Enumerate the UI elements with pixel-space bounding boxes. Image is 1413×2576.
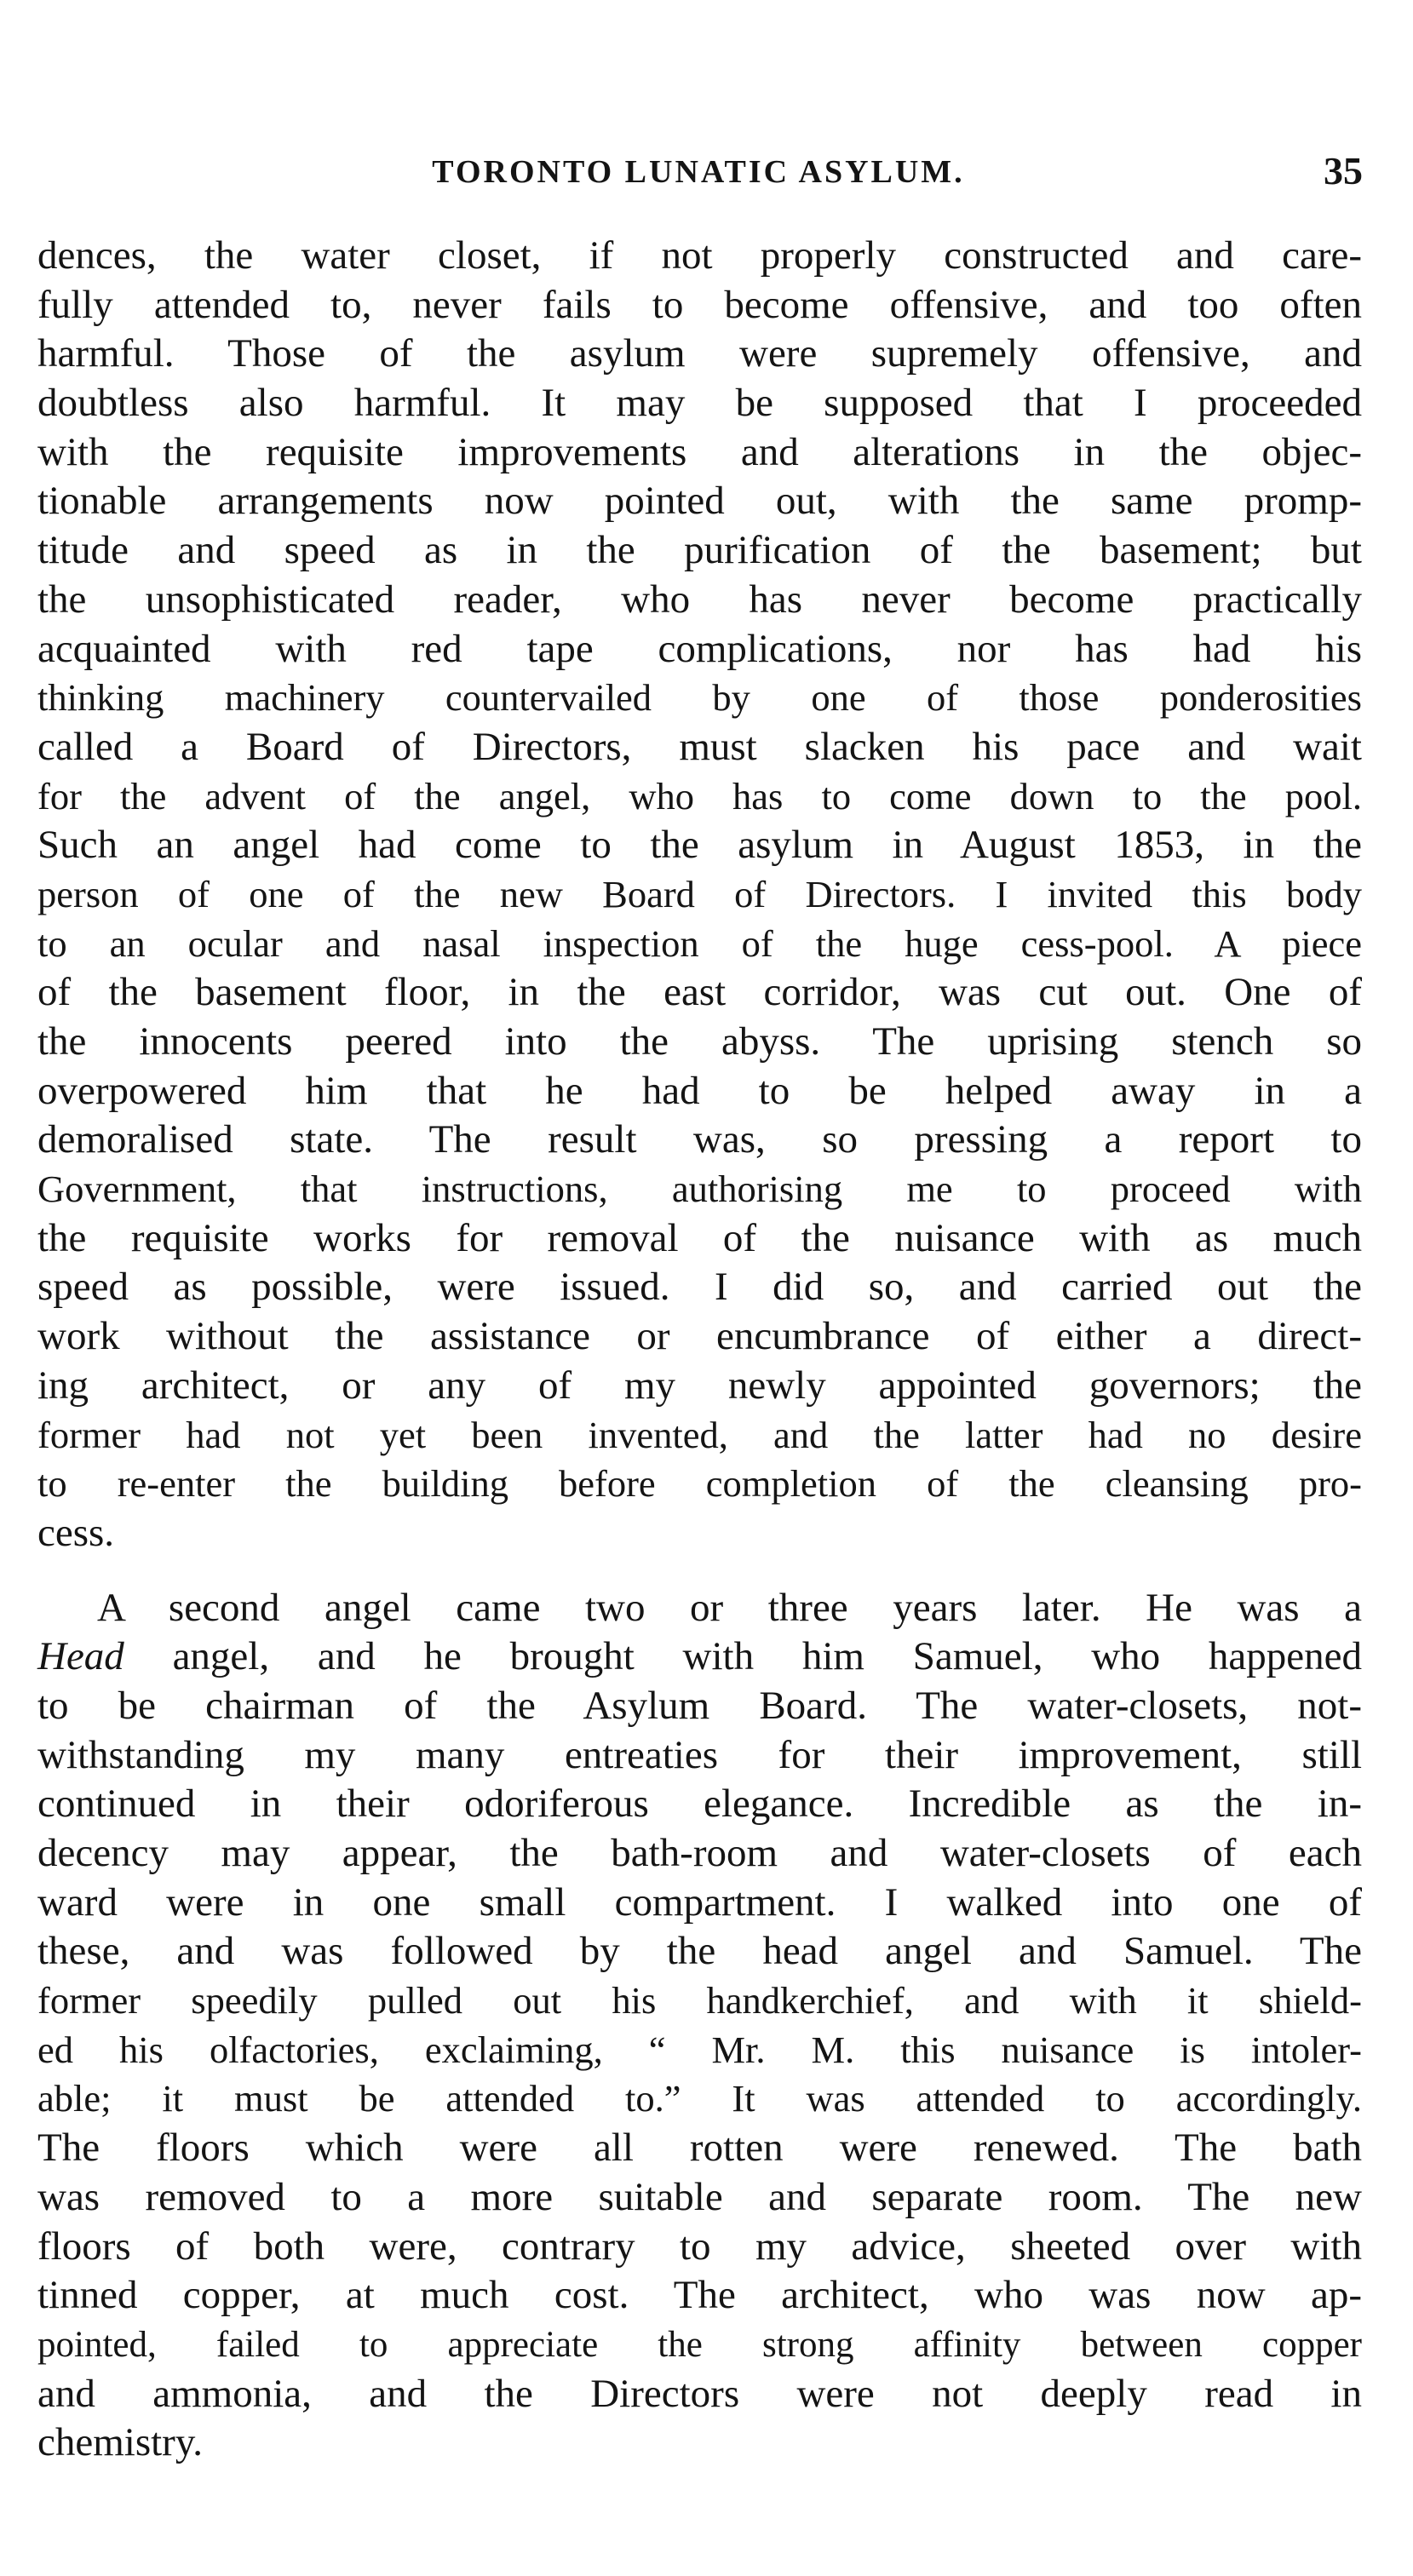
text-line: Government, that instructions, authorising me to proceed with: [37, 1168, 1362, 1211]
text-line: former speedily pulled out his handkerchief, and with it shield-: [37, 1979, 1362, 2022]
text-line: person of one of the new Board of Directors. I invited this body: [37, 872, 1362, 915]
text-line: former had not yet been invented, and the latter had no desire: [37, 1413, 1362, 1456]
running-title: TORONTO LUNATIC ASYLUM.: [432, 154, 965, 190]
text-line: overpowered him that he had to be helped away in a: [37, 1068, 1362, 1113]
text-line: tionable arrangements now pointed out, with the same promp-: [37, 479, 1362, 524]
body-text: [37, 232, 1362, 2468]
text-line: demoralised state. The result was, so pressing a report to: [37, 1117, 1362, 1162]
text-line: doubtless also harmful. It may be supposed that I proceeded: [37, 381, 1362, 426]
text-line: to be chairman of the Asylum Board. The water-closets, not-: [37, 1683, 1362, 1728]
running-head: [34, 149, 1363, 204]
text-line: floors of both were, contrary to my advice, sheeted over with: [37, 2223, 1362, 2269]
line-rest: angel, and he brought with him Samuel, who happened: [123, 1634, 1362, 1679]
text-line: the requisite works for removal of the nuisance with as much: [37, 1215, 1362, 1260]
text-line: with the requisite improvements and alterations in the objec-: [37, 429, 1362, 474]
italic-word: Head: [37, 1634, 124, 1679]
text-line: acquainted with red tape complications, nor has had his: [37, 626, 1362, 671]
text-line-italic-start: [37, 1632, 1362, 1682]
text-line: speed as possible, were issued. I did so, and carried out the: [37, 1265, 1362, 1310]
text-line: to re-enter the building before completion of the cleansing pro-: [37, 1462, 1362, 1506]
text-line: fully attended to, never fails to become offensive, and too often: [37, 282, 1362, 327]
text-line: and ammonia, and the Directors were not deeply read in: [37, 2371, 1362, 2416]
text-line: dences, the water closet, if not properly constructed and care-: [37, 233, 1362, 278]
text-line: ed his olfactories, exclaiming, “ Mr. M. this nuisance is intoler-: [37, 2028, 1362, 2071]
text-line: of the basement floor, in the east corridor, was cut out. One of: [37, 970, 1362, 1015]
text-line: able; it must be attended to.” It was attended to accordingly.: [37, 2077, 1362, 2120]
text-line: continued in their odoriferous elegance. Incredible as the in-: [37, 1781, 1362, 1827]
text-line: chemistry.: [37, 2420, 204, 2465]
text-line: called a Board of Directors, must slacken his pace and wait: [37, 724, 1362, 769]
text-line: to an ocular and nasal inspection of the huge cess-pool. A piece: [37, 921, 1362, 965]
page-number: 35: [1324, 149, 1363, 192]
text-line: thinking machinery countervailed by one of those ponderosities: [37, 676, 1362, 720]
text-line: A second angel came two or three years later. He was a: [97, 1585, 1362, 1630]
text-line: cess.: [37, 1510, 115, 1555]
text-line: the unsophisticated reader, who has never become practically: [37, 577, 1362, 622]
text-line: titude and speed as in the purification of the basement; but: [37, 528, 1362, 573]
text-line: pointed, failed to appreciate the strong affinity between copper: [37, 2324, 1362, 2365]
text-line: harmful. Those of the asylum were supremely offensive, and: [37, 331, 1362, 376]
text-line: The floors which were all rotten were renewed. The bath: [37, 2126, 1362, 2171]
text-line: ing architect, or any of my newly appointed governors; the: [37, 1363, 1362, 1408]
text-line: decency may appear, the bath-room and water-closets of each: [37, 1831, 1362, 1875]
text-line: Such an angel had come to the asylum in August 1853, in the: [37, 823, 1362, 868]
text-line: ward were in one small compartment. I walked into one of: [37, 1879, 1362, 1925]
text-line: these, and was followed by the head angel and Samuel. The: [37, 1929, 1362, 1974]
text-line: was removed to a more suitable and separate room. The new: [37, 2174, 1362, 2219]
text-line: the innocents peered into the abyss. The uprising stench so: [37, 1019, 1362, 1064]
text-line: work without the assistance or encumbrance of either a direct-: [37, 1314, 1362, 1359]
text-line: tinned copper, at much cost. The architect, who was now ap-: [37, 2273, 1362, 2318]
text-line: withstanding my many entreaties for their improvement, still: [37, 1732, 1362, 1777]
text-line: for the advent of the angel, who has to come down to the pool.: [37, 774, 1362, 818]
